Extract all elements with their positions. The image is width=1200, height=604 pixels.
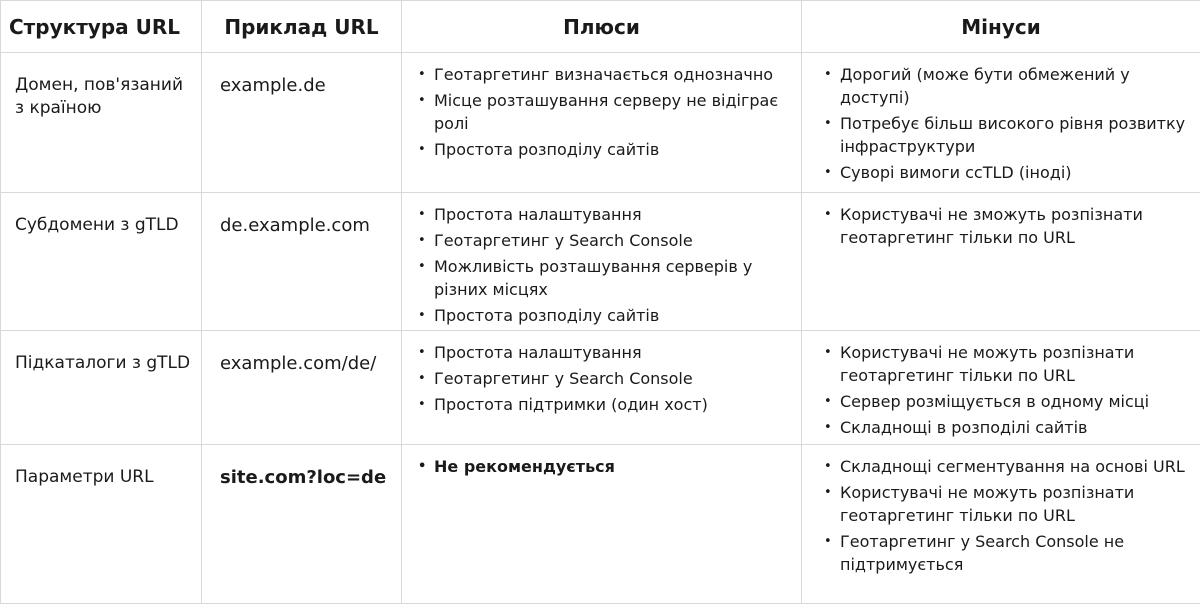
- row-structure-name: Субдомени з gTLD: [1, 193, 202, 331]
- header-pros: Плюси: [402, 1, 802, 53]
- row-cons-cell: [802, 193, 1200, 331]
- row-example-url: example.de: [202, 53, 402, 193]
- row-structure-name: Домен, пов'язаний з країною: [1, 53, 202, 193]
- row-cons-cell: [802, 53, 1200, 193]
- row-example-url: example.com/de/: [202, 331, 402, 445]
- row-example-url: de.example.com: [202, 193, 402, 331]
- cons-item: • Суворі вимоги ccTLD (іноді): [820, 161, 1194, 184]
- cons-item: • Користувачі не можуть розпізнати геотаргетинг тільки по URL: [820, 341, 1194, 387]
- cons-list: [820, 63, 1194, 184]
- cons-list: [820, 203, 1194, 249]
- cons-item: • Геотаргетинг у Search Console не підтримується: [820, 530, 1194, 576]
- header-structure: Структура URL: [1, 1, 202, 53]
- table-row: [1, 193, 1200, 331]
- header-cons: Мінуси: [802, 1, 1200, 53]
- cons-item: • Складнощі в розподілі сайтів: [820, 416, 1194, 439]
- cons-item: • Користувачі не зможуть розпізнати геотаргетинг тільки по URL: [820, 203, 1194, 249]
- pros-item: • Простота налаштування: [414, 341, 795, 364]
- pros-item: • Не рекомендується: [414, 455, 795, 478]
- pros-item: • Геотаргетинг у Search Console: [414, 367, 795, 390]
- row-structure-name: Підкаталоги з gTLD: [1, 331, 202, 445]
- cons-list: [820, 455, 1194, 576]
- cons-item: • Потребує більш високого рівня розвитку інфраструктури: [820, 112, 1194, 158]
- row-pros-cell: [402, 331, 802, 445]
- pros-item: • Геотаргетинг визначається однозначно: [414, 63, 795, 86]
- header-example: Приклад URL: [202, 1, 402, 53]
- row-example-url: site.com?loc=de: [202, 445, 402, 604]
- pros-item: • Простота налаштування: [414, 203, 795, 226]
- cons-item: • Дорогий (може бути обмежений у доступі): [820, 63, 1194, 109]
- pros-item: • Простота підтримки (один хост): [414, 393, 795, 416]
- cons-item: • Користувачі не можуть розпізнати геотаргетинг тільки по URL: [820, 481, 1194, 527]
- table-row: [1, 331, 1200, 445]
- pros-item: • Простота розподілу сайтів: [414, 304, 795, 327]
- table-row: [1, 445, 1200, 604]
- cons-list: [820, 341, 1194, 439]
- pros-list: [414, 341, 795, 416]
- cons-item: • Складнощі сегментування на основі URL: [820, 455, 1194, 478]
- table-body: [1, 53, 1200, 604]
- row-pros-cell: [402, 445, 802, 604]
- row-pros-cell: [402, 53, 802, 193]
- cons-item: • Сервер розміщується в одному місці: [820, 390, 1194, 413]
- pros-item: • Можливість розташування серверів у різних місцях: [414, 255, 795, 301]
- pros-item: • Місце розташування серверу не відіграє ролі: [414, 89, 795, 135]
- table-header: [1, 1, 1200, 53]
- table-row: [1, 53, 1200, 193]
- pros-list: [414, 203, 795, 327]
- pros-list: [414, 63, 795, 161]
- row-structure-name: Параметри URL: [1, 445, 202, 604]
- pros-list: [414, 455, 795, 478]
- pros-item: • Геотаргетинг у Search Console: [414, 229, 795, 252]
- row-pros-cell: [402, 193, 802, 331]
- row-cons-cell: [802, 445, 1200, 604]
- pros-item: • Простота розподілу сайтів: [414, 138, 795, 161]
- header-row: [1, 1, 1200, 53]
- row-cons-cell: [802, 331, 1200, 445]
